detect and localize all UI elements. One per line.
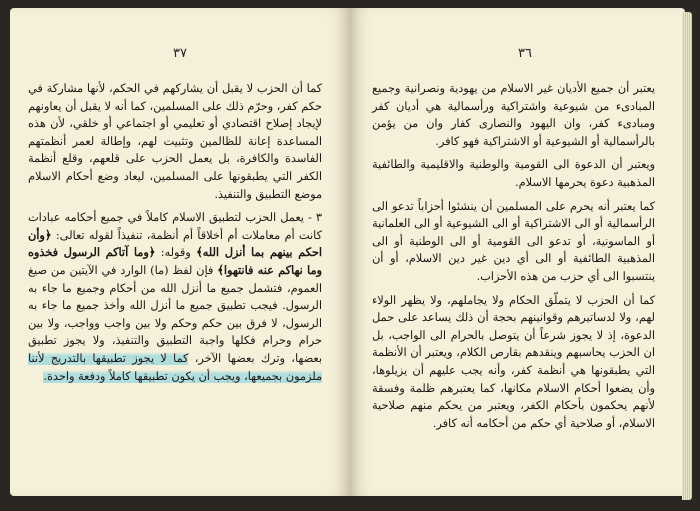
- left-page: [10, 8, 350, 496]
- paragraph: كما أن الحزب لا يقبل أن يشاركهم في الحكم، لأنها مشاركة في حكم كفر، وحرّم ذلك على المسلمين، كما أنه لا يقبل أن يعاونهم لإيجاد إصلاح اقتصادي أو تعليمي أو اجتماعي أو خلقي، لأن هذه المساعدة إعانة للظالمين وتثبيت لهم، وإطالة لعمر أنظمتهم الفاسدة والكافرة، بل يعمل الحزب على قلعهم، وقلع أنظمة الكفر التي يطبقونها على المسلمين، ليعاد وضع أحكام الاسلام موضع التطبيق والتنفيذ.: [28, 82, 322, 201]
- paragraph: كما أن الحزب لا يتملّق الحكام ولا يجاملهم، ولا يظهر الولاء لهم، ولا لدساتيرهم وقوانينهم بحجة أن ذلك يساعد على حمل الدعوة، إذ لا يجوز شرعاً أن يتوصل بالحرام الى الواجب، بل ان الحزب يحاسبهم وينقدهم بقارص الكلام، ويعتبر أن الأنظمة التي يطبقونها هي أنظمة كفر، وأنه يجب عليهم أن يزيلوها، وأن يضعوا أحكام الاسلام مكانها، كما يعتبرهم ظلمة وفسقة لأنهم يحكمون بأحكام الكفر، ويعتبر من يحكم منهم صلاحية الاسلام، أو صلاحية أي حكم من أحكامه أنه كافر.: [372, 293, 655, 430]
- left-page-number: ٣٧: [173, 46, 187, 61]
- right-page-text: [372, 80, 655, 432]
- paragraph-text: ٣ - يعمل الحزب لتطبيق الاسلام كاملاً في جميع أحكامه عبادات كانت أم معاملات أم أخلاقاً أم أنظمة، تنفيذاً لقوله تعالى:: [28, 211, 322, 242]
- connector-text: وقوله:: [160, 246, 191, 260]
- page-edges: [682, 12, 692, 500]
- paragraph: [28, 209, 322, 385]
- quran-quote: ﴿وما آتاكم الرسول فخذوه وما نهاكم عنه فانتهوا﴾: [28, 245, 322, 277]
- quran-quote: ﴿وأن احكم بينهم بما أنزل الله﴾: [28, 227, 323, 260]
- left-page-text: [28, 80, 322, 385]
- open-book: [10, 8, 690, 504]
- right-page-number: ٣٦: [518, 46, 532, 61]
- highlighted-text: كما لا يجوز تطبيقها بالتدريج لأننا ملزمون بجميعها، ويجب أن يكون تطبيقها كاملاً ودفعة واحدة.: [28, 351, 322, 383]
- paragraph: ويعتبر أن الدعوة الى القومية والوطنية والاقليمية والطائفية المذهبية دعوة يحرمها الاسلام.: [372, 158, 655, 189]
- paragraph: يعتبر أن جميع الأديان غير الاسلام من يهودية ونصرانية وجميع المبادىء من شيوعية واشتراكية ورأسمالية هي أديان كفر ومبادىء كفر، وان اليهود والنصارى كفار وان من يؤمن بالرأسمالية أو الشيوعية أو الاشتراكية فهو كافر.: [372, 82, 655, 148]
- right-page: [350, 8, 685, 496]
- paragraph-text: فإن لفظ (ما) الوارد في الآيتين من صيغ العموم، فتشمل جميع ما أنزل الله من أحكام وجميع ما جاء به الرسول. فيجب تطبيق جميع ما أنزل الله وأخذ جميع ما جاء به الرسول، لا فرق بين حكم وحكم ولا بين واجب وواجب، ولا بين حرام وحرام فكلها واجبة التطبيق والتنفيذ، ولا يجوز تطبيق بعضها، وترك بعضها الآخر،: [28, 263, 322, 365]
- paragraph: كما يعتبر أنه يحرم على المسلمين أن ينشئوا أحزاباً تدعو الى الرأسمالية أو الى الاشتراكية أو الى الشيوعية أو الى العلمانية أو الماسونية، أو تدعو الى القومية أو الى الوطنية أو الى المذهبية الطائفية أو الى أي دين غير دين الاسلام، أو أن ينتسبوا الى أي حزب من هذه الأحزاب.: [372, 199, 655, 283]
